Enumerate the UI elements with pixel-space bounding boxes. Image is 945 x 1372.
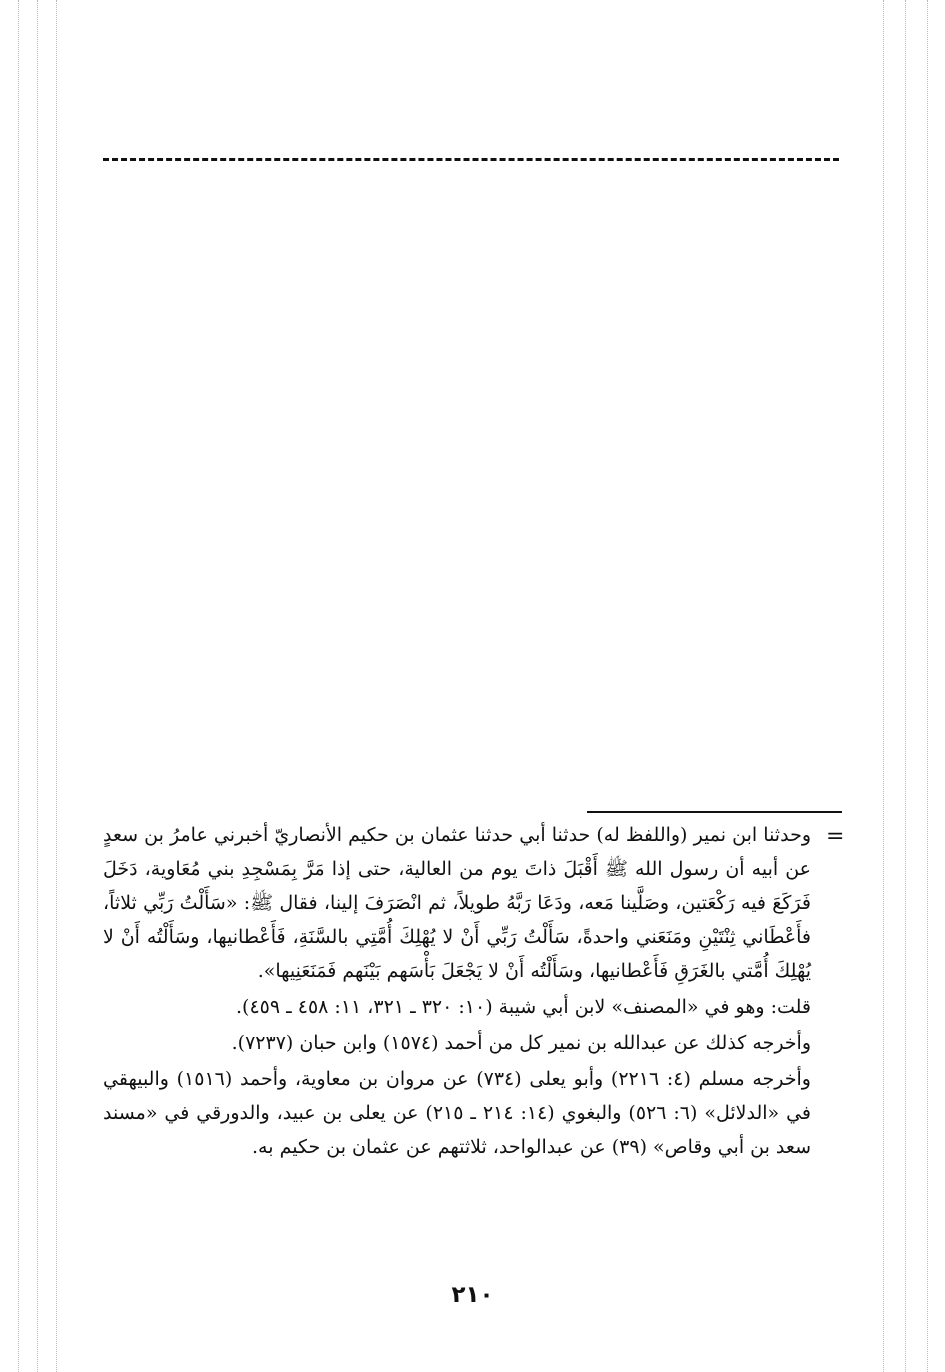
footnote-paragraph-muslim-sources: وأخرجه مسلم (٤: ٢٢١٦) وأبو يعلى (٧٣٤) عن مروان بن معاوية، وأحمد (١٥١٦) والبيهقي في «الدلائل» (٦: ٥٢٦) والبغوي (١٤: ٢١٤ ـ ٢١٥) عن يعلى بن عبيد، والدورقي في «مسند سعد بن أبي وقاص» (٣٩) عن عبدالواحد، ثلاثتهم عن عثمان بن حكيم به.: [103, 1068, 812, 1158]
margin-dotted-line-right-middle: [905, 0, 906, 1372]
margin-dotted-line-right-outer: [927, 0, 928, 1372]
margin-dotted-line-right-inner: [883, 0, 884, 1372]
footnote-paragraph-musannaf: قلت: وهو في «المصنف» لابن أبي شيبة (١٠: ٣٢٠ ـ ٣٢١، ١١: ٤٥٨ ـ ٤٥٩).: [236, 996, 811, 1018]
margin-dotted-line-left-outer: [18, 0, 19, 1372]
footnote-paragraph-hadith: وحدثنا ابن نمير (واللفظ له) حدثنا أبي حدثنا عثمان بن حكيم الأنصاريّ أخبرني عامرُ بن سعدٍ عن أبيه أن رسول الله ﷺ أَقْبَلَ ذاتَ يوم من العالية، حتى إذا مَرَّ بِمَسْجِدِ بني مُعَاوية، دَخَلَ فَرَكَعَ فيه رَكْعَتين، وصَلَّينا مَعه، ودَعَا رَبَّهُ طويلاً، ثم انْصَرَفَ إلينا، فقال ﷺ: «سَأَلْتُ رَبِّي ثلاثاً، فأَعْطَاني ثِنْتَيْنِ ومَنَعَني واحدةً، سَأَلْتُ رَبِّي أَنْ لا يُهْلِكَ أُمَّتِي بالسَّنَةِ، فَأَعْطانيها، وسَأَلْتُه أَنْ لا يُهْلِكَ أُمَّتي بالغَرَقِ فَأَعْطانيها، وسَأَلْتُه أَنْ لا يَجْعَلَ بَأْسَهم بَيْنَهم فَمَنَعَنِيها».: [103, 824, 811, 982]
margin-dotted-line-left-third: [56, 0, 57, 1372]
margin-dotted-line-left-inner: [37, 0, 38, 1372]
footnote-paragraph-ahmad-ibn-hibban: وأخرجه كذلك عن عبدالله بن نمير كل من أحمد (١٥٧٤) وابن حبان (٧٢٣٧).: [231, 1032, 811, 1054]
main-text-dashed-divider: [103, 158, 839, 161]
footnote-block: [103, 818, 811, 1164]
continuation-marker: =: [826, 824, 845, 849]
footnote-separator-rule: [587, 811, 842, 813]
page-number: ٢١٠: [451, 1282, 494, 1308]
